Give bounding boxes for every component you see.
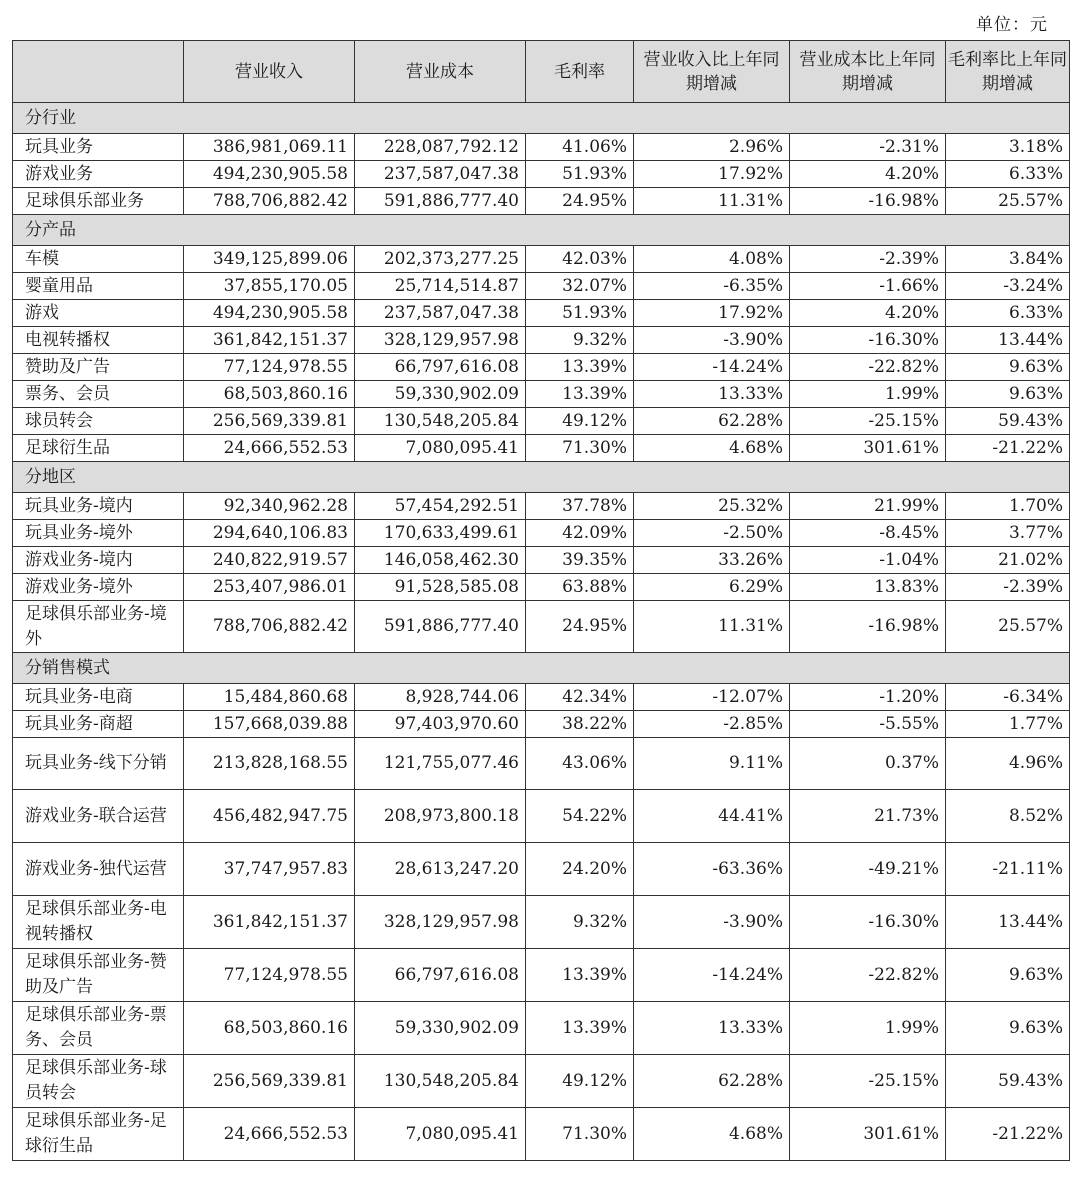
unit-label: 单位：元 — [976, 15, 1048, 35]
margin-change-cell: 9.63% — [946, 354, 1070, 381]
row-name-cell: 游戏业务-联合运营 — [13, 790, 184, 843]
financial-table — [12, 40, 1070, 1161]
cost-cell: 237,587,047.38 — [355, 300, 526, 327]
revenue-change-cell: 33.26% — [634, 547, 790, 574]
table-row — [13, 381, 1070, 408]
cost-cell: 130,548,205.84 — [355, 1055, 526, 1108]
cost-cell: 91,528,585.08 — [355, 574, 526, 601]
row-name-cell: 游戏业务-独代运营 — [13, 843, 184, 896]
margin-cell: 24.95% — [526, 601, 634, 653]
margin-change-cell: -6.34% — [946, 684, 1070, 711]
table-row — [13, 738, 1070, 790]
cost-cell: 7,080,095.41 — [355, 435, 526, 462]
header-margin: 毛利率 — [526, 41, 634, 103]
table-row — [13, 601, 1070, 653]
margin-cell: 49.12% — [526, 408, 634, 435]
cost-cell: 591,886,777.40 — [355, 601, 526, 653]
margin-cell: 42.03% — [526, 246, 634, 273]
cost-cell: 328,129,957.98 — [355, 896, 526, 949]
margin-change-cell: 1.70% — [946, 493, 1070, 520]
revenue-cell: 92,340,962.28 — [184, 493, 355, 520]
revenue-change-cell: -12.07% — [634, 684, 790, 711]
revenue-cell: 240,822,919.57 — [184, 547, 355, 574]
cost-cell: 208,973,800.18 — [355, 790, 526, 843]
margin-cell: 24.20% — [526, 843, 634, 896]
margin-cell: 43.06% — [526, 738, 634, 790]
cost-change-cell: -22.82% — [790, 949, 946, 1002]
revenue-change-cell: 17.92% — [634, 300, 790, 327]
table-row — [13, 1002, 1070, 1055]
margin-cell: 63.88% — [526, 574, 634, 601]
cost-change-cell: -25.15% — [790, 1055, 946, 1108]
revenue-change-cell: 13.33% — [634, 1002, 790, 1055]
cost-cell: 228,087,792.12 — [355, 134, 526, 161]
row-name-cell: 票务、会员 — [13, 381, 184, 408]
margin-change-cell: -2.39% — [946, 574, 1070, 601]
margin-change-cell: 6.33% — [946, 300, 1070, 327]
row-name-cell: 玩具业务-电商 — [13, 684, 184, 711]
table-row — [13, 300, 1070, 327]
margin-cell: 13.39% — [526, 949, 634, 1002]
section-title: 分产品 — [13, 215, 1070, 246]
cost-change-cell: -2.31% — [790, 134, 946, 161]
cost-cell: 121,755,077.46 — [355, 738, 526, 790]
header-blank — [13, 41, 184, 103]
cost-change-cell: -8.45% — [790, 520, 946, 547]
cost-change-cell: -1.20% — [790, 684, 946, 711]
table-row — [13, 1108, 1070, 1161]
revenue-cell: 37,747,957.83 — [184, 843, 355, 896]
cost-cell: 591,886,777.40 — [355, 188, 526, 215]
margin-change-cell: 59.43% — [946, 408, 1070, 435]
table-body — [13, 103, 1070, 1161]
table-row — [13, 246, 1070, 273]
revenue-change-cell: 4.68% — [634, 1108, 790, 1161]
row-name-cell: 球员转会 — [13, 408, 184, 435]
revenue-change-cell: 9.11% — [634, 738, 790, 790]
revenue-change-cell: 6.29% — [634, 574, 790, 601]
revenue-cell: 361,842,151.37 — [184, 896, 355, 949]
revenue-cell: 213,828,168.55 — [184, 738, 355, 790]
cost-cell: 7,080,095.41 — [355, 1108, 526, 1161]
header-revenue-change: 营业收入比上年同期增减 — [634, 41, 790, 103]
table-row — [13, 520, 1070, 547]
revenue-change-cell: 62.28% — [634, 408, 790, 435]
row-name-cell: 游戏 — [13, 300, 184, 327]
revenue-change-cell: -6.35% — [634, 273, 790, 300]
revenue-cell: 77,124,978.55 — [184, 354, 355, 381]
margin-change-cell: 59.43% — [946, 1055, 1070, 1108]
margin-cell: 13.39% — [526, 381, 634, 408]
margin-cell: 13.39% — [526, 354, 634, 381]
margin-cell: 38.22% — [526, 711, 634, 738]
cost-change-cell: -22.82% — [790, 354, 946, 381]
cost-cell: 57,454,292.51 — [355, 493, 526, 520]
cost-change-cell: -49.21% — [790, 843, 946, 896]
table-row — [13, 435, 1070, 462]
revenue-cell: 456,482,947.75 — [184, 790, 355, 843]
cost-change-cell: -16.98% — [790, 601, 946, 653]
revenue-change-cell: 62.28% — [634, 1055, 790, 1108]
cost-cell: 66,797,616.08 — [355, 354, 526, 381]
margin-cell: 13.39% — [526, 1002, 634, 1055]
revenue-cell: 24,666,552.53 — [184, 1108, 355, 1161]
cost-cell: 328,129,957.98 — [355, 327, 526, 354]
row-name-cell: 足球衍生品 — [13, 435, 184, 462]
row-name-cell: 足球俱乐部业务-球员转会 — [13, 1055, 184, 1108]
cost-change-cell: 1.99% — [790, 381, 946, 408]
revenue-cell: 788,706,882.42 — [184, 601, 355, 653]
margin-cell: 42.34% — [526, 684, 634, 711]
table-row — [13, 354, 1070, 381]
margin-change-cell: -21.22% — [946, 1108, 1070, 1161]
margin-change-cell: 25.57% — [946, 188, 1070, 215]
section-row — [13, 215, 1070, 246]
cost-change-cell: 301.61% — [790, 435, 946, 462]
revenue-cell: 494,230,905.58 — [184, 161, 355, 188]
row-name-cell: 玩具业务-境外 — [13, 520, 184, 547]
row-name-cell: 电视转播权 — [13, 327, 184, 354]
margin-change-cell: 3.18% — [946, 134, 1070, 161]
table-row — [13, 574, 1070, 601]
margin-cell: 49.12% — [526, 1055, 634, 1108]
section-title: 分销售模式 — [13, 653, 1070, 684]
cost-change-cell: -16.98% — [790, 188, 946, 215]
revenue-change-cell: -3.90% — [634, 327, 790, 354]
revenue-change-cell: 11.31% — [634, 188, 790, 215]
revenue-change-cell: 11.31% — [634, 601, 790, 653]
cost-cell: 8,928,744.06 — [355, 684, 526, 711]
row-name-cell: 玩具业务 — [13, 134, 184, 161]
table-row — [13, 547, 1070, 574]
margin-change-cell: 21.02% — [946, 547, 1070, 574]
cost-cell: 66,797,616.08 — [355, 949, 526, 1002]
cost-change-cell: 4.20% — [790, 300, 946, 327]
revenue-change-cell: -14.24% — [634, 354, 790, 381]
margin-cell: 42.09% — [526, 520, 634, 547]
row-name-cell: 足球俱乐部业务-电视转播权 — [13, 896, 184, 949]
section-title: 分行业 — [13, 103, 1070, 134]
revenue-cell: 24,666,552.53 — [184, 435, 355, 462]
revenue-change-cell: 2.96% — [634, 134, 790, 161]
cost-cell: 97,403,970.60 — [355, 711, 526, 738]
cost-change-cell: 21.99% — [790, 493, 946, 520]
cost-cell: 237,587,047.38 — [355, 161, 526, 188]
table-header — [13, 41, 1070, 103]
margin-cell: 9.32% — [526, 327, 634, 354]
cost-change-cell: 301.61% — [790, 1108, 946, 1161]
cost-change-cell: -1.04% — [790, 547, 946, 574]
revenue-cell: 77,124,978.55 — [184, 949, 355, 1002]
table-row — [13, 493, 1070, 520]
header-margin-change: 毛利率比上年同期增减 — [946, 41, 1070, 103]
cost-cell: 202,373,277.25 — [355, 246, 526, 273]
margin-cell: 39.35% — [526, 547, 634, 574]
row-name-cell: 足球俱乐部业务-足球衍生品 — [13, 1108, 184, 1161]
header-cost-change: 营业成本比上年同期增减 — [790, 41, 946, 103]
revenue-change-cell: -3.90% — [634, 896, 790, 949]
table-row — [13, 1055, 1070, 1108]
row-name-cell: 车模 — [13, 246, 184, 273]
cost-cell: 59,330,902.09 — [355, 381, 526, 408]
revenue-cell: 68,503,860.16 — [184, 381, 355, 408]
margin-change-cell: 25.57% — [946, 601, 1070, 653]
section-row — [13, 462, 1070, 493]
revenue-change-cell: 4.08% — [634, 246, 790, 273]
table-row — [13, 161, 1070, 188]
cost-change-cell: -16.30% — [790, 896, 946, 949]
revenue-cell: 68,503,860.16 — [184, 1002, 355, 1055]
table-row — [13, 327, 1070, 354]
section-title: 分地区 — [13, 462, 1070, 493]
margin-cell: 41.06% — [526, 134, 634, 161]
table-row — [13, 843, 1070, 896]
margin-cell: 37.78% — [526, 493, 634, 520]
margin-change-cell: -21.22% — [946, 435, 1070, 462]
cost-cell: 146,058,462.30 — [355, 547, 526, 574]
margin-cell: 71.30% — [526, 1108, 634, 1161]
table-row — [13, 684, 1070, 711]
header-cost: 营业成本 — [355, 41, 526, 103]
revenue-cell: 386,981,069.11 — [184, 134, 355, 161]
margin-change-cell: -3.24% — [946, 273, 1070, 300]
row-name-cell: 赞助及广告 — [13, 354, 184, 381]
cost-cell: 28,613,247.20 — [355, 843, 526, 896]
row-name-cell: 足球俱乐部业务-赞助及广告 — [13, 949, 184, 1002]
revenue-change-cell: -2.50% — [634, 520, 790, 547]
margin-change-cell: 4.96% — [946, 738, 1070, 790]
revenue-change-cell: -14.24% — [634, 949, 790, 1002]
cost-cell: 25,714,514.87 — [355, 273, 526, 300]
margin-cell: 51.93% — [526, 300, 634, 327]
table-row — [13, 711, 1070, 738]
cost-cell: 130,548,205.84 — [355, 408, 526, 435]
revenue-cell: 256,569,339.81 — [184, 408, 355, 435]
margin-change-cell: 6.33% — [946, 161, 1070, 188]
row-name-cell: 玩具业务-境内 — [13, 493, 184, 520]
header-revenue: 营业收入 — [184, 41, 355, 103]
margin-change-cell: 3.84% — [946, 246, 1070, 273]
margin-change-cell: -21.11% — [946, 843, 1070, 896]
row-name-cell: 玩具业务-线下分销 — [13, 738, 184, 790]
table-row — [13, 790, 1070, 843]
table-row — [13, 273, 1070, 300]
cost-change-cell: -5.55% — [790, 711, 946, 738]
margin-cell: 32.07% — [526, 273, 634, 300]
revenue-cell: 37,855,170.05 — [184, 273, 355, 300]
row-name-cell: 玩具业务-商超 — [13, 711, 184, 738]
margin-change-cell: 9.63% — [946, 1002, 1070, 1055]
revenue-cell: 253,407,986.01 — [184, 574, 355, 601]
table-row — [13, 134, 1070, 161]
revenue-change-cell: 4.68% — [634, 435, 790, 462]
table-row — [13, 949, 1070, 1002]
header-row — [13, 41, 1070, 103]
margin-cell: 9.32% — [526, 896, 634, 949]
revenue-cell: 349,125,899.06 — [184, 246, 355, 273]
row-name-cell: 游戏业务 — [13, 161, 184, 188]
cost-change-cell: 13.83% — [790, 574, 946, 601]
row-name-cell: 游戏业务-境内 — [13, 547, 184, 574]
section-row — [13, 653, 1070, 684]
cost-cell: 170,633,499.61 — [355, 520, 526, 547]
margin-change-cell: 13.44% — [946, 896, 1070, 949]
cost-change-cell: 0.37% — [790, 738, 946, 790]
row-name-cell: 游戏业务-境外 — [13, 574, 184, 601]
margin-cell: 51.93% — [526, 161, 634, 188]
cost-change-cell: 21.73% — [790, 790, 946, 843]
row-name-cell: 婴童用品 — [13, 273, 184, 300]
revenue-cell: 157,668,039.88 — [184, 711, 355, 738]
revenue-change-cell: 13.33% — [634, 381, 790, 408]
revenue-cell: 788,706,882.42 — [184, 188, 355, 215]
margin-cell: 71.30% — [526, 435, 634, 462]
table-row — [13, 896, 1070, 949]
cost-change-cell: -16.30% — [790, 327, 946, 354]
margin-change-cell: 13.44% — [946, 327, 1070, 354]
cost-change-cell: -2.39% — [790, 246, 946, 273]
revenue-change-cell: -2.85% — [634, 711, 790, 738]
section-row — [13, 103, 1070, 134]
revenue-cell: 494,230,905.58 — [184, 300, 355, 327]
table-row — [13, 188, 1070, 215]
revenue-cell: 15,484,860.68 — [184, 684, 355, 711]
revenue-change-cell: -63.36% — [634, 843, 790, 896]
margin-cell: 24.95% — [526, 188, 634, 215]
cost-change-cell: -1.66% — [790, 273, 946, 300]
revenue-cell: 361,842,151.37 — [184, 327, 355, 354]
margin-change-cell: 9.63% — [946, 381, 1070, 408]
revenue-cell: 256,569,339.81 — [184, 1055, 355, 1108]
row-name-cell: 足球俱乐部业务 — [13, 188, 184, 215]
cost-change-cell: 1.99% — [790, 1002, 946, 1055]
revenue-cell: 294,640,106.83 — [184, 520, 355, 547]
margin-change-cell: 9.63% — [946, 949, 1070, 1002]
revenue-change-cell: 25.32% — [634, 493, 790, 520]
table-row — [13, 408, 1070, 435]
revenue-change-cell: 17.92% — [634, 161, 790, 188]
margin-change-cell: 8.52% — [946, 790, 1070, 843]
margin-change-cell: 1.77% — [946, 711, 1070, 738]
cost-cell: 59,330,902.09 — [355, 1002, 526, 1055]
margin-change-cell: 3.77% — [946, 520, 1070, 547]
revenue-change-cell: 44.41% — [634, 790, 790, 843]
row-name-cell: 足球俱乐部业务-境外 — [13, 601, 184, 653]
row-name-cell: 足球俱乐部业务-票务、会员 — [13, 1002, 184, 1055]
cost-change-cell: -25.15% — [790, 408, 946, 435]
cost-change-cell: 4.20% — [790, 161, 946, 188]
margin-cell: 54.22% — [526, 790, 634, 843]
